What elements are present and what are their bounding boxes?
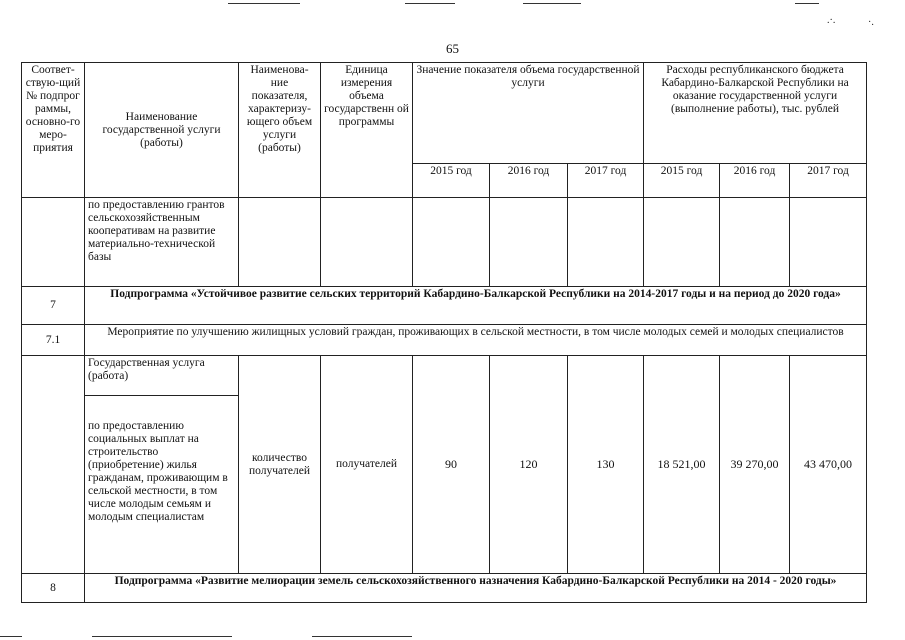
scan-artifact-line (92, 636, 232, 637)
header-group-expenses: Расходы республиканского бюджета Кабардино-Балкарской Республики на оказание государственной услуги (выполнение работы), тыс. рублей (644, 63, 867, 164)
header-col-number: Соответ-ствую-щий № подпрог раммы, основно-го меро-приятия (22, 63, 85, 198)
table-cell-empty (720, 198, 790, 287)
service-volume-2016: 120 (490, 356, 568, 574)
header-year-volume-2017: 2017 год (568, 164, 644, 198)
header-col-unit: Единица измерения объема государственн ой программы (321, 63, 413, 198)
table-cell-empty (490, 198, 568, 287)
service-expense-2015: 18 521,00 (644, 356, 720, 574)
table-cell-empty (22, 356, 85, 574)
grants-continuation-text: по предоставлению грантов сельскохозяйственным кооперативам на развитие материально-технической базы (85, 198, 239, 287)
scan-artifact-speck: ·. (868, 17, 874, 28)
header-col-indicator: Наименова-ние показателя, характеризу-ющего объем услуги (работы) (239, 63, 321, 198)
scan-artifact-line (312, 636, 412, 637)
subprogram-8-title: Подпрограмма «Развитие мелиорации земель сельскохозяйственного назначения Кабардино-Балкарской Республики на 2014 - 2020 годы» (85, 574, 867, 603)
scan-artifact-speck: .·. (827, 15, 836, 26)
table-cell-empty (22, 198, 85, 287)
table-cell-empty (413, 198, 490, 287)
header-group-volume: Значение показателя объема государственной услуги (413, 63, 644, 164)
table-cell-empty (790, 198, 867, 287)
service-expense-2017: 43 470,00 (790, 356, 867, 574)
service-unit: получателей (321, 356, 413, 574)
table-cell-empty (644, 198, 720, 287)
header-year-expense-2016: 2016 год (720, 164, 790, 198)
subprogram-8-number: 8 (22, 574, 85, 603)
scan-artifact-line (795, 3, 819, 4)
table-cell-empty (568, 198, 644, 287)
service-volume-2015: 90 (413, 356, 490, 574)
subprogram-7-title: Подпрограмма «Устойчивое развитие сельских территорий Кабардино-Балкарской Республики на 2014-2017 годы и на период до 2020 года» (85, 287, 867, 325)
service-label: Государственная услуга (работа) (85, 356, 239, 396)
header-year-volume-2015: 2015 год (413, 164, 490, 198)
scan-artifact-line (228, 3, 300, 4)
measure-7-1-title: Мероприятие по улучшению жилищных условий граждан, проживающих в сельской местности, в том числе молодых семей и молодых специалистов (85, 325, 867, 356)
table-cell-empty (239, 198, 321, 287)
service-expense-2016: 39 270,00 (720, 356, 790, 574)
subprogram-7-number: 7 (22, 287, 85, 325)
header-year-expense-2015: 2015 год (644, 164, 720, 198)
header-year-expense-2017: 2017 год (790, 164, 867, 198)
measure-7-1-number: 7.1 (22, 325, 85, 356)
page-number: 65 (446, 41, 459, 56)
service-description: по предоставлению социальных выплат на строительство (приобретение) жилья гражданам, проживающим в сельской местности, в том числе молодым семьям и молодым специалистам (85, 396, 239, 574)
scan-artifact-line (405, 3, 455, 4)
header-col-service-name: Наименование государственной услуги (работы) (85, 63, 239, 198)
service-volume-2017: 130 (568, 356, 644, 574)
service-indicator: количество получателей (239, 356, 321, 574)
header-year-volume-2016: 2016 год (490, 164, 568, 198)
services-table (21, 62, 867, 603)
table-cell-empty (321, 198, 413, 287)
scan-artifact-line (0, 636, 22, 637)
scan-artifact-line (523, 3, 581, 4)
